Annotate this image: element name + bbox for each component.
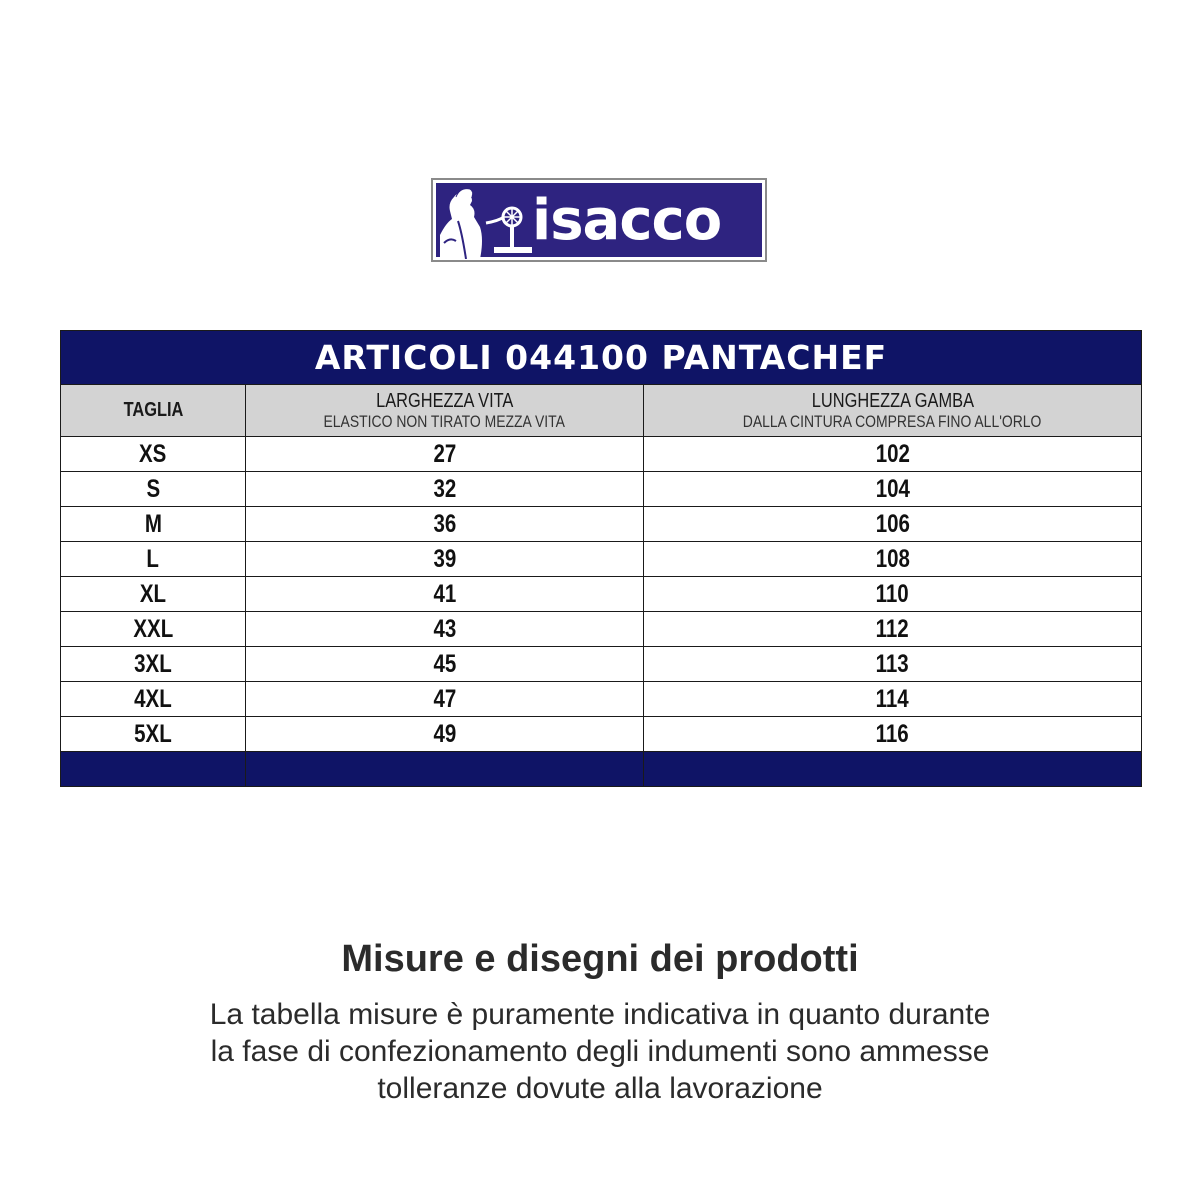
size-cell: M <box>61 507 246 542</box>
header-leg <box>644 385 1142 437</box>
caption-title: Misure e disegni dei prodotti <box>341 938 859 980</box>
logo-panel <box>436 183 762 257</box>
size-cell: L <box>61 542 246 577</box>
waist-cell: 41 <box>246 577 644 612</box>
leg-cell: 113 <box>644 647 1142 682</box>
logo-wordmark: isacco <box>532 188 722 253</box>
size-cell: 3XL <box>61 647 246 682</box>
table-footer-row <box>61 752 1142 787</box>
waist-cell: 43 <box>246 612 644 647</box>
header-size <box>61 385 246 437</box>
table-row <box>61 542 1142 577</box>
waist-cell: 32 <box>246 472 644 507</box>
header-waist <box>246 385 644 437</box>
footer-cell <box>246 752 644 787</box>
leg-cell: 104 <box>644 472 1142 507</box>
footer-cell <box>61 752 246 787</box>
leg-cell: 110 <box>644 577 1142 612</box>
header-leg-note: DALLA CINTURA COMPRESA FINO ALL'ORLO <box>743 411 1042 431</box>
size-rows <box>61 437 1142 752</box>
size-cell: XXL <box>61 612 246 647</box>
waist-cell: 49 <box>246 717 644 752</box>
size-cell: S <box>61 472 246 507</box>
header-size-label: TAGLIA <box>123 399 183 421</box>
size-cell: XL <box>61 577 246 612</box>
header-waist-label: LARGHEZZA VITA <box>375 389 514 412</box>
table-row <box>61 472 1142 507</box>
size-cell: 4XL <box>61 682 246 717</box>
header-leg-label: LUNGHEZZA GAMBA <box>811 389 974 412</box>
table-title: ARTICOLI 044100 PANTACHEF <box>61 331 1142 385</box>
table-row <box>61 507 1142 542</box>
header-waist-note: ELASTICO NON TIRATO MEZZA VITA <box>323 411 566 431</box>
table-title-row <box>61 331 1142 385</box>
waist-cell: 45 <box>246 647 644 682</box>
leg-cell: 108 <box>644 542 1142 577</box>
size-cell: XS <box>61 437 246 472</box>
table-row <box>61 717 1142 752</box>
leg-cell: 102 <box>644 437 1142 472</box>
waist-cell: 36 <box>246 507 644 542</box>
footer-cell <box>644 752 1142 787</box>
caption-line-2: la fase di confezionamento degli indumenti sono ammesse <box>210 1035 990 1068</box>
table-row <box>61 612 1142 647</box>
leg-cell: 114 <box>644 682 1142 717</box>
caption-line-3: tolleranze dovute alla lavorazione <box>377 1072 823 1105</box>
table-row <box>61 437 1142 472</box>
table-row <box>61 577 1142 612</box>
waist-cell: 47 <box>246 682 644 717</box>
leg-cell: 112 <box>644 612 1142 647</box>
leg-cell: 106 <box>644 507 1142 542</box>
size-table <box>60 330 1142 787</box>
chef-figure-icon <box>436 183 536 259</box>
waist-cell: 27 <box>246 437 644 472</box>
table-header-row <box>61 385 1142 437</box>
caption-line-1: La tabella misure è puramente indicativa in quanto durante <box>209 998 991 1031</box>
size-cell: 5XL <box>61 717 246 752</box>
table-row <box>61 647 1142 682</box>
leg-cell: 116 <box>644 717 1142 752</box>
waist-cell: 39 <box>246 542 644 577</box>
isacco-logo <box>431 178 767 262</box>
table-row <box>61 682 1142 717</box>
